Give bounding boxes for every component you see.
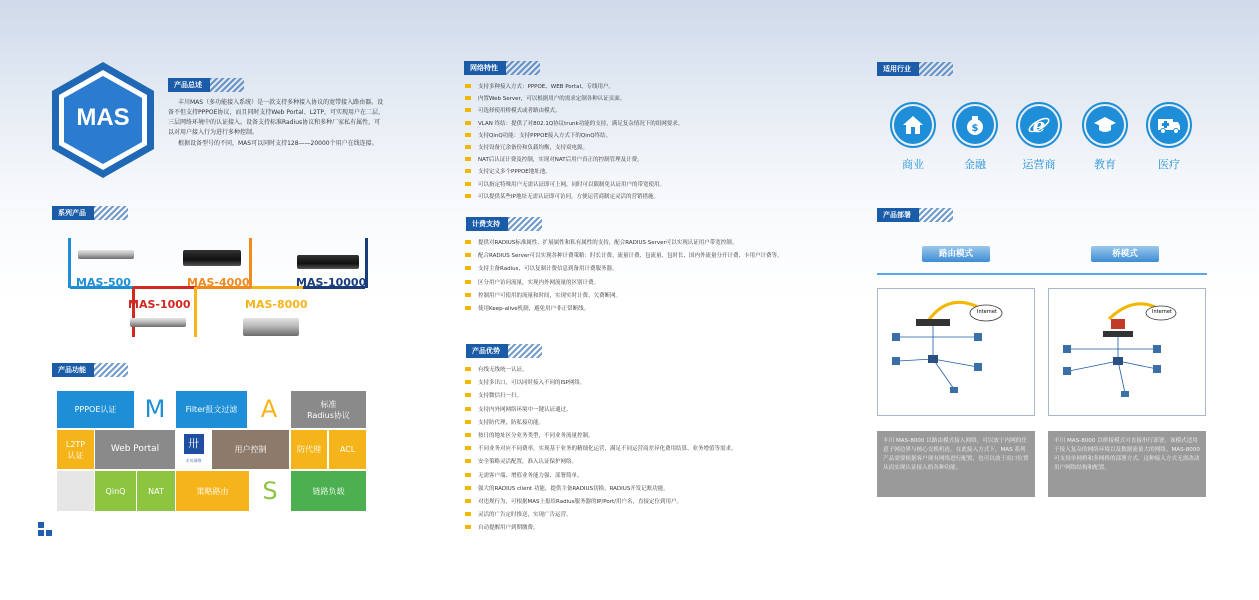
section-title-series: 系列产品 [52, 206, 94, 220]
function-letter-s [250, 471, 290, 511]
list-item: 对违规行为，可根据MAS上报给Radius服务器的IP/Port/用户名，直接定位到用户。 [465, 496, 825, 509]
industry-label: 金融 [964, 158, 986, 171]
function-nat [137, 471, 175, 511]
list-item: 支持定义多个PPPOE地址池。 [465, 166, 825, 178]
house-icon [902, 114, 924, 136]
section-title-functions: 产品功能 [52, 363, 94, 377]
device-mas-8000 [243, 318, 299, 336]
function-pppoe [57, 391, 134, 428]
route-internet-label: Internet [977, 309, 997, 315]
svg-text:$: $ [971, 123, 979, 134]
function-label: 策略路由 [196, 486, 229, 496]
function-label: Filter报文过滤 [185, 405, 238, 414]
function-blank [57, 471, 94, 511]
corner-decoration [38, 522, 58, 542]
device-mas-500 [78, 250, 134, 259]
function-link-load [291, 471, 366, 511]
list-item: 自动提醒用户到期缴费。 [465, 522, 825, 535]
model-label-mas-10000: MAS-10000 [296, 276, 367, 289]
function-policy-route [176, 471, 249, 511]
bridge-mode-description: 丰川 MAS-8000 以桥接模式可直接串行部署，该模式适用于接入复杂的网络环境以及数据流量大的网络。MAS-8000 可支持单网桥和多网桥的部署方式，这种接入方式无需改动用户网络结构和配置。 [1048, 431, 1206, 497]
list-item: 支持设备冗余备份和负载均衡，支持双电源。 [465, 142, 825, 154]
list-item: 可以指定特殊用户无需认证即可上网，同时可以限制免认证用户的带宽使用。 [465, 179, 825, 191]
device-mas-10000 [297, 255, 359, 269]
function-label: 用户控制 [234, 445, 267, 454]
bridge-mode-diagram [1048, 288, 1206, 416]
bridge-internet-label: Internet [1152, 309, 1172, 315]
list-item: 控制用户可使用的流量和时间，实现实时计费、欠费断网。 [465, 290, 825, 303]
industry-label: 教育 [1094, 158, 1116, 171]
logo-caption: 丰川网络 [185, 457, 202, 463]
mas-logo [50, 60, 156, 180]
list-item: 支持QinQ功能：支持PPPOE接入方式下的QinQ终结。 [465, 130, 825, 142]
function-radius [291, 391, 366, 428]
section-title-network: 网络特性 [464, 61, 506, 75]
function-label: PPPOE认证 [74, 405, 117, 414]
function-acl [329, 430, 366, 469]
function-webportal [95, 430, 175, 469]
graduation-cap-icon [1093, 115, 1117, 135]
function-qinq [95, 471, 136, 511]
function-center-logo [176, 430, 211, 469]
model-label-mas-1000: MAS-1000 [128, 298, 191, 311]
list-item: 支持内外网网络环境中一键认证通过。 [465, 404, 825, 417]
fengchuan-logo-icon: 卅 [184, 434, 204, 454]
billing-feature-list [465, 237, 825, 316]
function-letter: M [144, 395, 166, 423]
route-mode-description: 丰川 MAS-8000 以路由模式接入网络，可以放于内网的任意子网边界与核心交换机连，在此接入方式下，MAS 系列产品需要根据客户现有网络进行配置，也可以放于出口位置从而实现认证接入的各种功能。 [877, 431, 1035, 497]
list-item: 强大的RADIUS client 功能，提供主备RADIUS切换、RADIUS开发记账功能。 [465, 483, 825, 496]
money-bag-icon [964, 114, 986, 136]
section-title-deploy: 产品部署 [877, 208, 919, 222]
list-item: 安全策略灵活配置，准入认证保护网络。 [465, 456, 825, 469]
internet-explorer-icon [1027, 113, 1051, 137]
list-item: 支持防代理，防私接功能。 [465, 417, 825, 430]
industry-business [885, 102, 941, 172]
list-item: 支持主备Radius，可以复制计费信息到备用计费服务器。 [465, 263, 825, 276]
mas-logo-text: MAS [76, 104, 130, 131]
model-label-mas-500: MAS-500 [76, 276, 131, 289]
model-label-mas-8000: MAS-8000 [245, 298, 308, 311]
function-label: 链路负载 [312, 486, 345, 496]
list-item: 使用Keep-alive机制，避免用户非正常断线。 [465, 303, 825, 316]
list-item: 区分用户访问流量，实现内外网流量的区别计费。 [465, 277, 825, 290]
overview-paragraph-1: 丰川MAS（多功能接入系统）是一款支持多种接入协议的宽带接入路由器。设备不但支持PPPOE协议，而且同时支持Web Portal、L2TP，可实现用户在二层、三层网络环境中的认证接入。设备支持标准Radius协议和多种厂家私有属性，可以对用户接入行为进行多种控制。 [168, 99, 385, 136]
bridge-mode-header: 桥模式 [1091, 246, 1159, 262]
function-label: Web Portal [110, 444, 160, 454]
industry-label: 医疗 [1158, 158, 1180, 171]
list-item: 可以提供某些IP地址无需认证即可访问，方便运营商制定灵活的营销措施。 [465, 191, 825, 203]
function-letter: A [260, 395, 278, 423]
route-mode-header: 路由模式 [922, 246, 990, 262]
timeline-tick-yellow [194, 287, 197, 337]
list-item: 不同业务对应不同费率，实现基于业务的精细化运营，满足不同运营商差异化费用结算、业务增值等需求。 [465, 443, 825, 456]
list-item: 配合RADIUS Server可以实现各种计费策略：时长计费、流量计费、包流量、包时长、国内外流量分开计费、卡用户计费等。 [465, 250, 825, 263]
section-title-advantages: 产品优势 [466, 344, 508, 358]
list-item: 有线无线统一认证。 [465, 364, 825, 377]
list-item: 内置Web Server，可以根据用户的需求定制各种认证页面。 [465, 93, 825, 105]
function-label: ACL [339, 445, 356, 454]
function-label: QinQ [105, 486, 126, 496]
timeline-tick-red [132, 287, 135, 337]
route-mode-diagram [877, 288, 1035, 416]
list-item: VLAN 终结：提供了对802.1Q协议trunk功能的支持，满足复杂情况下的组网要求。 [465, 118, 825, 130]
list-item: NAT后认证计费及控制，实现对NAT后用户真正的控制管理及计费。 [465, 154, 825, 166]
industry-medical [1141, 102, 1197, 172]
list-item: 提供对RADIUS标准属性、扩展属性和私有属性的支持，配合RADIUS Server可以实现认证用户带宽控制。 [465, 237, 825, 250]
svg-text:e: e [1032, 113, 1046, 137]
function-l2tp [57, 430, 94, 469]
industry-finance [947, 102, 1003, 172]
list-item: 灵活的广告定时推送，实现广告运营。 [465, 509, 825, 522]
overview-paragraph-2: 根据设备型号的不同，MAS可以同时支持128——20000个用户在线连接。 [178, 140, 378, 147]
industry-education [1077, 102, 1133, 172]
device-mas-1000 [130, 318, 186, 327]
industry-label: 运营商 [1022, 158, 1056, 171]
function-filter [176, 391, 247, 428]
function-label: L2TP 认证 [65, 439, 86, 460]
model-label-mas-4000: MAS-4000 [187, 276, 250, 289]
timeline-tick-blue [68, 238, 71, 288]
function-user-control [212, 430, 289, 469]
industry-carrier [1011, 102, 1067, 172]
function-letter: S [262, 476, 278, 505]
function-letter-m [135, 391, 175, 428]
list-item: 支持多出口，可以同时接入不同的ISP网络。 [465, 377, 825, 390]
section-title-overview: 产品总述 [168, 78, 210, 92]
section-title-industry: 适用行业 [877, 62, 919, 76]
device-mas-4000 [183, 250, 241, 266]
function-label: 标准 Radius协议 [307, 399, 350, 420]
network-feature-list [465, 81, 825, 203]
list-item: 按日的地址区分业务类型，不同业务流量控制。 [465, 430, 825, 443]
deploy-divider-line [877, 273, 1207, 275]
list-item: 无需客户端、增值业务能力强、部署简单。 [465, 470, 825, 483]
function-label: 防代理 [297, 445, 321, 454]
list-item: 支持多种接入方式：PPPOE、WEB Portal、专线用户。 [465, 81, 825, 93]
list-item: 可选择使用桥模式或者路由模式。 [465, 105, 825, 117]
industry-label: 商业 [902, 158, 924, 171]
ambulance-icon [1157, 115, 1181, 135]
list-item: 支持微信扫一扫。 [465, 390, 825, 403]
section-title-billing: 计费支持 [466, 217, 508, 231]
advantages-list [465, 364, 825, 536]
function-anti-proxy [291, 430, 327, 469]
function-label: NAT [148, 486, 164, 496]
function-letter-a [248, 391, 290, 428]
